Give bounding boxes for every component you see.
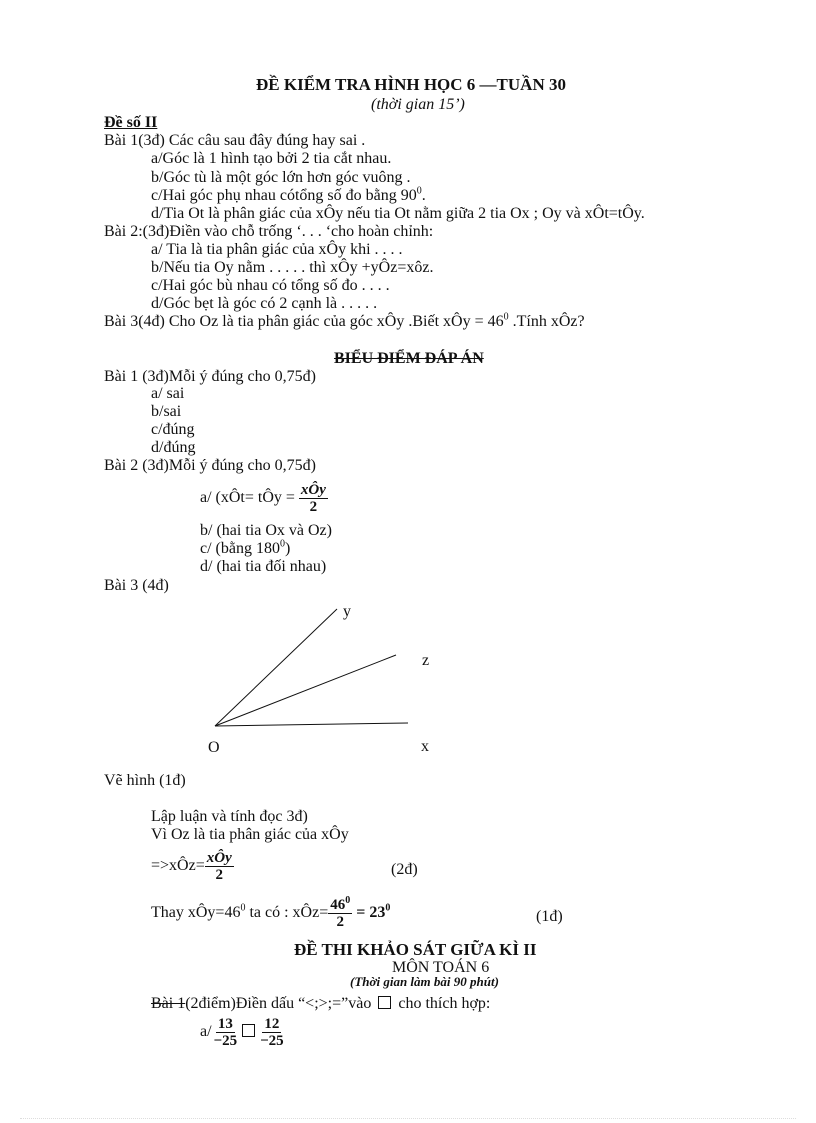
exam2-q1-tail: cho thích hợp: [398,995,491,1012]
fraction-denominator: 2 [336,913,344,930]
answer-box[interactable] [242,1024,255,1037]
imply-points: (2đ) [391,861,418,878]
fraction-denominator: −25 [213,1032,238,1049]
ans2-c-tail: ) [284,540,291,557]
exam2-subject: MÔN TOÁN 6 [392,959,490,976]
subst-text: Thay xÔy=46 [151,904,241,921]
degree-sup: 0 [416,185,422,197]
ans2-a-text: a/ (xÔt= tÔy = [200,489,295,506]
fraction [299,482,328,515]
ans1-item-c: c/đúng [151,421,195,438]
ray-oy [215,609,337,726]
answer-title: BIỂU ĐIỂM ĐÁP ÁN [334,350,484,367]
ans2-heading: Bài 2 (3đ)Mỗi ý đúng cho 0,75đ) [104,457,316,474]
q1-item-b: b/Góc tù là một góc lớn hơn góc vuông . [151,169,411,186]
label-x: x [421,738,429,755]
ans1-item-d: d/đúng [151,439,196,456]
fraction-denominator: 2 [215,866,223,883]
fraction [212,1016,240,1049]
ans1-heading: Bài 1 (3đ)Mỗi ý đúng cho 0,75đ) [104,368,316,385]
draw-note: Vẽ hình (1đ) [104,772,186,789]
q2-heading: Bài 2:(3đ)Điền vào chỗ trống ‘. . . ‘cho hoàn chỉnh: [104,223,434,240]
q1-heading: Bài 1(3đ) Các câu sau đây đúng hay sai . [104,132,366,149]
imply-line [151,848,234,884]
degree-sup: 0 [385,902,391,914]
fraction-numerator: 13 [217,1015,233,1032]
ans2-c-text: c/ (bằng 180 [200,540,280,557]
fraction [258,1016,286,1049]
q3-tail: .Tính xÔz? [508,313,585,330]
item-prefix: a/ [200,1023,212,1040]
q3-heading [104,313,585,331]
degree-sup: 0 [503,311,509,323]
q2-item-a: a/ Tia là tia phân giác của xÔy khi . . . . [151,241,403,258]
exam2-q1-text: (2điểm)Điền dấu “<;>;=”vào [185,995,372,1012]
exam2-title: ĐỀ THI KHẢO SÁT GIỮA KÌ II [294,940,537,959]
ray-oz [215,655,396,726]
q1-item-c-text: c/Hai góc phụ nhau cótổng số đo bằng 90 [151,187,417,204]
exam2-time: (Thời gian làm bài 90 phút) [350,974,499,989]
ans1-item-b: b/sai [151,403,182,420]
fraction-numerator: 12 [264,1015,280,1032]
ans2-item-b: b/ (hai tia Ox và Oz) [200,522,332,539]
fraction-numerator: xÔy [206,849,232,866]
degree-sup: 0 [345,894,351,906]
ans2-item-c [200,540,290,558]
subst-mid: ta có : xÔz= [245,904,329,921]
ans3-heading: Bài 3 (4đ) [104,577,169,594]
ans1-item-a: a/ sai [151,385,185,402]
label-z: z [422,652,430,669]
exam2-q1-a [200,1012,286,1052]
fraction-denominator: 2 [309,498,318,515]
q2-item-b: b/Nếu tia Oy nằm . . . . . thì xÔy +yÔz=xôz. [151,259,434,276]
ans2-item-d: d/ (hai tia đối nhau) [200,558,327,575]
q3-text: Bài 3(4đ) Cho Oz là tia phân giác của góc xÔy .Biết xÔy = 46 [104,313,504,330]
ray-ox [215,723,408,726]
degree-sup: 0 [279,538,285,550]
fraction-denominator: −25 [260,1032,284,1049]
exam2-q1-label: Bài 1 [151,995,186,1012]
label-y: y [343,603,351,620]
q1-item-d: d/Tia Ot là phân giác của xÔy nếu tia Ot nằm giữa 2 tia Ox ; Oy và xÔt=tÔy. [151,205,645,222]
page-subtitle: (thời gian 15’) [371,96,465,113]
because-line: Vì Oz là tia phân giác của xÔy [151,826,349,843]
fraction-numerator [328,894,352,914]
exam2-q1 [151,995,490,1013]
q1-item-a: a/Góc là 1 hình tạo bởi 2 tia cắt nhau. [151,150,392,167]
subst-line [151,894,390,932]
fraction [205,850,234,883]
degree-sup: 0 [240,902,246,914]
q1-item-c: c/Hai góc phụ nhau cótổng số đo bằng $90^0$. [151,185,426,204]
label-o: O [208,739,220,756]
exam-label: Đề số II [104,114,158,131]
compare-box-icon [378,996,391,1009]
subst-result [356,904,390,921]
page-title: ĐỀ KIỂM TRA HÌNH HỌC 6 —TUẦN 30 [256,75,566,94]
num-value: 46 [330,896,346,913]
reason-note: Lập luận và tính đọc 3đ) [151,808,308,825]
imply-text: =>xÔz= [151,857,205,874]
q2-item-c: c/Hai góc bù nhau có tổng số đo . . . . [151,277,390,294]
ans2-item-a [200,480,328,516]
fraction [328,894,352,930]
result-value: = 23 [356,904,386,921]
q2-item-d: d/Góc bẹt là góc có 2 cạnh là . . . . . [151,295,378,312]
page-bottom-rule [20,1118,796,1119]
subst-points: (1đ) [536,908,563,925]
fraction-numerator: xÔy [300,481,326,498]
